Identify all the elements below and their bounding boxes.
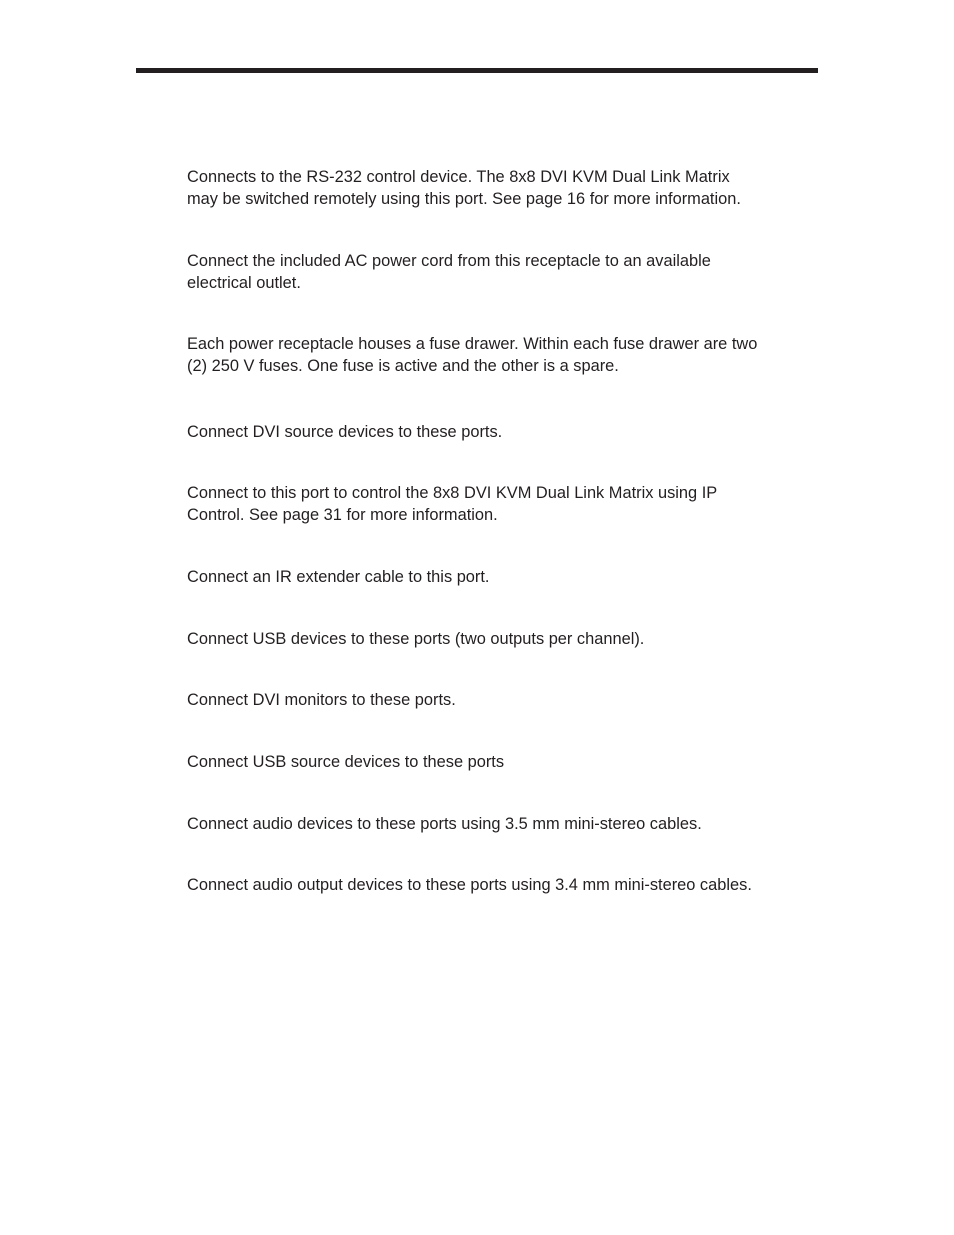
paragraph-line: Control. See page 31 for more information.: [187, 506, 498, 524]
paragraph-line: (2) 250 V fuses. One fuse is active and the other is a spare.: [187, 357, 619, 375]
paragraph-line: Connect USB source devices to these ports: [187, 753, 505, 771]
paragraph-line: Connect the included AC power cord from this receptacle to an available: [187, 252, 711, 270]
paragraph-power-cord: [187, 250, 817, 294]
paragraph-audio-output: [187, 874, 817, 896]
paragraph-line: Connect to this port to control the 8x8 DVI KVM Dual Link Matrix using IP: [187, 484, 718, 502]
paragraph-audio-input: [187, 813, 817, 835]
paragraph-ir-extender: [187, 566, 817, 588]
paragraph-line: Connect an IR extender cable to this port.: [187, 568, 490, 586]
paragraph-line: Connect DVI source devices to these ports.: [187, 423, 503, 441]
paragraph-usb-devices: [187, 628, 817, 650]
paragraph-line: electrical outlet.: [187, 274, 301, 292]
paragraph-fuse-drawer: [187, 333, 817, 377]
paragraph-line: Connect DVI monitors to these ports.: [187, 691, 456, 709]
paragraph-usb-source: [187, 751, 817, 773]
paragraph-rs232: [187, 166, 817, 210]
header-rule: [136, 68, 818, 73]
paragraph-line: may be switched remotely using this port. See page 16 for more information.: [187, 190, 741, 208]
paragraph-dvi-source: [187, 421, 817, 443]
paragraph-line: Connects to the RS-232 control device. The 8x8 DVI KVM Dual Link Matrix: [187, 168, 730, 186]
paragraph-line: Each power receptacle houses a fuse drawer. Within each fuse drawer are two: [187, 335, 758, 353]
paragraph-line: Connect USB devices to these ports (two outputs per channel).: [187, 630, 645, 648]
paragraph-line: Connect audio devices to these ports using 3.5 mm mini-stereo cables.: [187, 815, 702, 833]
paragraph-ip-control: [187, 482, 817, 526]
paragraph-line: Connect audio output devices to these ports using 3.4 mm mini-stereo cables.: [187, 876, 752, 894]
paragraph-dvi-monitors: [187, 689, 817, 711]
